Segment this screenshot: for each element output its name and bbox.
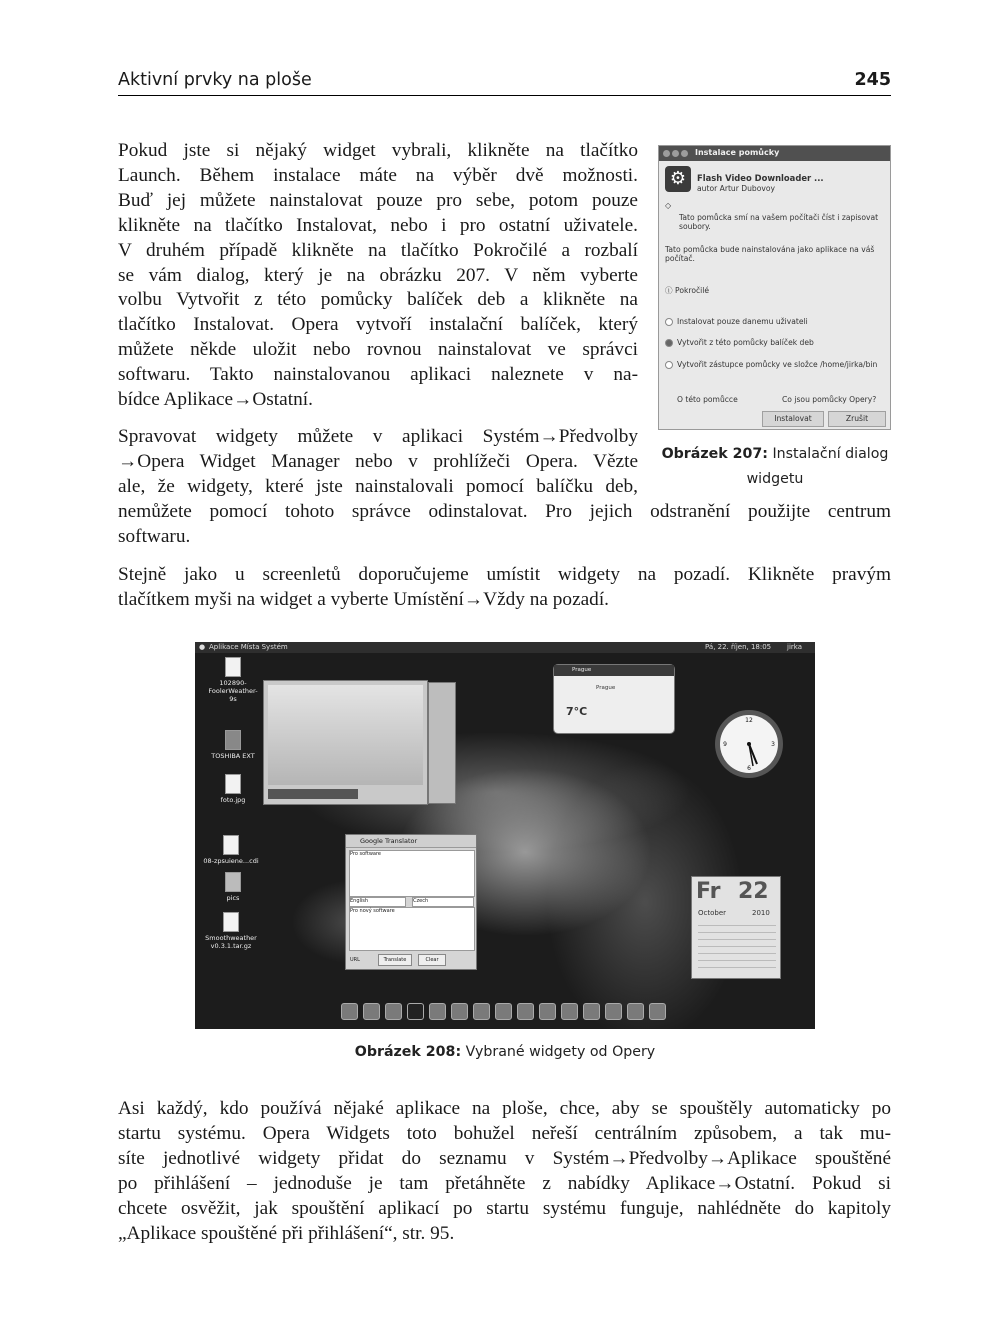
what-are-widgets-link[interactable]: Co jsou pomůcky Opery?: [782, 395, 877, 404]
dialog-title: Instalace pomůcky: [695, 148, 780, 157]
close-icon[interactable]: [663, 150, 670, 157]
file-icon: [223, 835, 239, 855]
media-controls[interactable]: [428, 682, 456, 804]
p1-line: můžete někde uložit nebo rovnou nainstalovat ve správci: [118, 339, 638, 361]
translate-button[interactable]: Translate: [378, 954, 412, 966]
desktop-icon[interactable]: foto.jpg: [205, 774, 261, 804]
media-screen: [268, 685, 423, 785]
ubuntu-logo-icon: ●: [199, 643, 206, 651]
paragraph-3: [118, 563, 891, 613]
paragraph-1: [118, 139, 638, 413]
advanced-expander[interactable]: ⓘ Pokročilé: [665, 286, 710, 295]
dock-icon[interactable]: [429, 1003, 446, 1020]
p2-line: Spravovat widgety můžete v aplikaci Systém→Předvolby: [118, 426, 638, 447]
p1-line: V druhém případě klikněte na tlačítko Pokročilé a rozbalí: [118, 239, 638, 261]
calendar-grid[interactable]: [698, 919, 776, 969]
clock-widget[interactable]: [713, 708, 785, 780]
desktop-icon[interactable]: Smoothweather v0.3.1.tar.gz: [203, 912, 259, 950]
desktop-screenshot: [195, 642, 815, 1029]
radio-button[interactable]: [665, 318, 673, 326]
translator-input[interactable]: Pro software: [349, 850, 475, 897]
p4-line: Asi každý, kdo používá nějaké aplikace na ploše, chce, aby se spouštěly automaticky po: [118, 1098, 891, 1119]
top-panel: [195, 642, 815, 653]
calendar-year: 2010: [752, 909, 770, 917]
weather-city: Prague: [596, 685, 616, 691]
dock-icon[interactable]: [495, 1003, 512, 1020]
clear-button[interactable]: Clear: [418, 954, 446, 966]
radio-button[interactable]: [665, 361, 673, 369]
p1-line: tlačítko Instalovat. Opera vytvoří instalační balíček, který: [118, 314, 638, 336]
p1-line: bídce Aplikace→Ostatní.: [118, 389, 313, 411]
paragraph-4: [118, 1097, 891, 1246]
app-name: Flash Video Downloader ...: [697, 173, 824, 183]
translator-widget[interactable]: [345, 834, 477, 970]
about-widget-link[interactable]: O této pomůcce: [677, 395, 738, 404]
dock-icon[interactable]: [473, 1003, 490, 1020]
expander-icon: ⓘ: [665, 286, 673, 295]
translator-output: Pro nový software: [349, 907, 475, 951]
dock-icon[interactable]: [363, 1003, 380, 1020]
calendar-month: October: [698, 909, 727, 917]
figure-207-caption: Obrázek 207: Instalační dialog widgetu: [661, 446, 889, 487]
minimize-icon[interactable]: [672, 150, 679, 157]
figure-208-caption: Obrázek 208: Vybrané widgety od Opery: [354, 1044, 656, 1060]
media-toolbar: [268, 789, 358, 799]
weather-temperature: 7°C: [566, 705, 588, 718]
dock-icon[interactable]: [605, 1003, 622, 1020]
p4-line: po přihlášení – jednoduše je tam přetáhněte z nabídky Aplikace→Ostatní. Pokud si: [118, 1172, 891, 1194]
dock-icon[interactable]: [385, 1003, 402, 1020]
dock-icon[interactable]: [451, 1003, 468, 1020]
p2-line: →Opera Widget Manager nebo v prohlížeči Opera. Vězte: [118, 450, 638, 472]
option-create-deb[interactable]: Vytvořit z této pomůcky balíček deb: [665, 338, 814, 347]
p2-line: ale, že widgety, které jste nainstalovali pomocí balíčku deb,: [118, 475, 638, 497]
option-create-shortcut[interactable]: Vytvořit zástupce pomůcky ve složce /home/jirka/bin: [665, 360, 877, 369]
app-author: autor Artur Dubovoy: [697, 184, 776, 193]
p1-line: Pokud jste si nějaký widget vybrali, klikněte na tlačítko: [118, 140, 638, 161]
dock-icon[interactable]: [341, 1003, 358, 1020]
clock-number: 3: [771, 741, 775, 748]
translator-titlebar: Google Translator: [346, 835, 476, 848]
dock: [335, 999, 675, 1025]
p1-line: softwaru. Takto nainstalovanou aplikaci naleznete v na-: [118, 364, 638, 386]
p1-line: klikněte na tlačítko Instalovat, nebo i pro ostatní uživatele.: [118, 214, 638, 236]
language-from-select[interactable]: English: [349, 897, 406, 907]
p2-line: nemůžete pomocí tohoto správce odinstalovat. Pro jejich odstranění použijte centrum: [118, 500, 891, 522]
language-to-select[interactable]: Czech: [412, 897, 474, 907]
p4-line: „Aplikace spouštěné při přihlášení“, str. 95.: [118, 1222, 455, 1244]
desktop-icon[interactable]: 08-zpsuiene...cdi: [203, 835, 259, 865]
install-dialog: [658, 145, 891, 430]
clock-number: 12: [745, 717, 753, 724]
warning-text: Tato pomůcka smí na vašem počítači číst i zapisovat soubory.: [679, 213, 879, 231]
calendar-day-number: 22: [738, 879, 769, 904]
p4-line: startu systému. Opera Widgets toto bohužel neřeší centrálním způsobem, a tak mu-: [118, 1122, 891, 1144]
panel-user[interactable]: jirka: [787, 643, 802, 651]
cancel-button[interactable]: Zrušit: [828, 411, 886, 427]
desktop-icon[interactable]: pics: [205, 872, 261, 902]
p1-line: volbu Vytvořit z této pomůcky balíček deb a klikněte na: [118, 289, 638, 311]
desktop-icon[interactable]: TOSHIBA EXT: [205, 730, 261, 760]
gear-icon: ⚙: [665, 166, 691, 192]
drive-icon: [225, 730, 241, 750]
archive-icon: [223, 912, 239, 932]
p1-line: Buď jej můžete nainstalovat pouze pro sebe, potom pouze: [118, 189, 638, 211]
p2-line: softwaru.: [118, 525, 191, 547]
info-text: Tato pomůcka bude nainstalována jako aplikace na váš počítač.: [665, 245, 875, 263]
clock-number: 9: [723, 741, 727, 748]
clock-number: 6: [747, 765, 751, 772]
warning-icon: ◇: [665, 201, 672, 210]
dialog-titlebar: [659, 146, 890, 161]
dock-icon[interactable]: [407, 1003, 424, 1020]
radio-button-selected[interactable]: [665, 339, 673, 347]
calendar-day-name: Fr: [696, 879, 721, 904]
running-header: Aktivní prvky na ploše: [118, 70, 312, 90]
clock-center: [747, 742, 751, 746]
dock-icon[interactable]: [627, 1003, 644, 1020]
dock-icon[interactable]: [517, 1003, 534, 1020]
p4-line: síte jednotlivé widgety přidat do seznamu v Systém→Předvolby→Aplikace spouštěné: [118, 1147, 891, 1169]
p3-line: Stejně jako u screenletů doporučujeme umístit widgety na pozadí. Klikněte pravým: [118, 564, 891, 585]
dock-icon[interactable]: [583, 1003, 600, 1020]
paragraph-2: [118, 425, 891, 550]
dock-icon[interactable]: [539, 1003, 556, 1020]
dock-icon[interactable]: [649, 1003, 666, 1020]
weather-widget[interactable]: [553, 664, 675, 734]
panel-menu[interactable]: Aplikace Místa Systém: [209, 643, 288, 651]
install-button[interactable]: Instalovat: [762, 411, 824, 427]
page-number: 245: [854, 70, 891, 90]
url-label: URL: [350, 957, 360, 963]
dock-icon[interactable]: [561, 1003, 578, 1020]
file-icon: [225, 657, 241, 677]
p1-line: Launch. Během instalace máte na výběr dvě možnosti.: [118, 164, 638, 186]
weather-titlebar: Prague: [554, 665, 674, 676]
folder-icon: [225, 872, 241, 892]
image-icon: [225, 774, 241, 794]
media-widget[interactable]: [263, 680, 428, 805]
option-install-user[interactable]: Instalovat pouze danemu uživateli: [665, 317, 808, 326]
header-rule: [118, 95, 891, 96]
p4-line: chcete osvěžit, jak spouštění aplikací po startu systému funguje, nahlédněte do kapitoly: [118, 1197, 891, 1219]
panel-clock[interactable]: Pá, 22. říjen, 18:05: [705, 643, 772, 651]
p1-line: se vám dialog, který je na obrázku 207. V něm vyberte: [118, 264, 638, 286]
calendar-widget[interactable]: [691, 876, 781, 979]
maximize-icon[interactable]: [681, 150, 688, 157]
desktop-icon[interactable]: 102890-FoolerWeather-9s: [205, 657, 261, 703]
p3-line: tlačítkem myši na widget a vyberte Umístění→Vždy na pozadí.: [118, 588, 610, 610]
